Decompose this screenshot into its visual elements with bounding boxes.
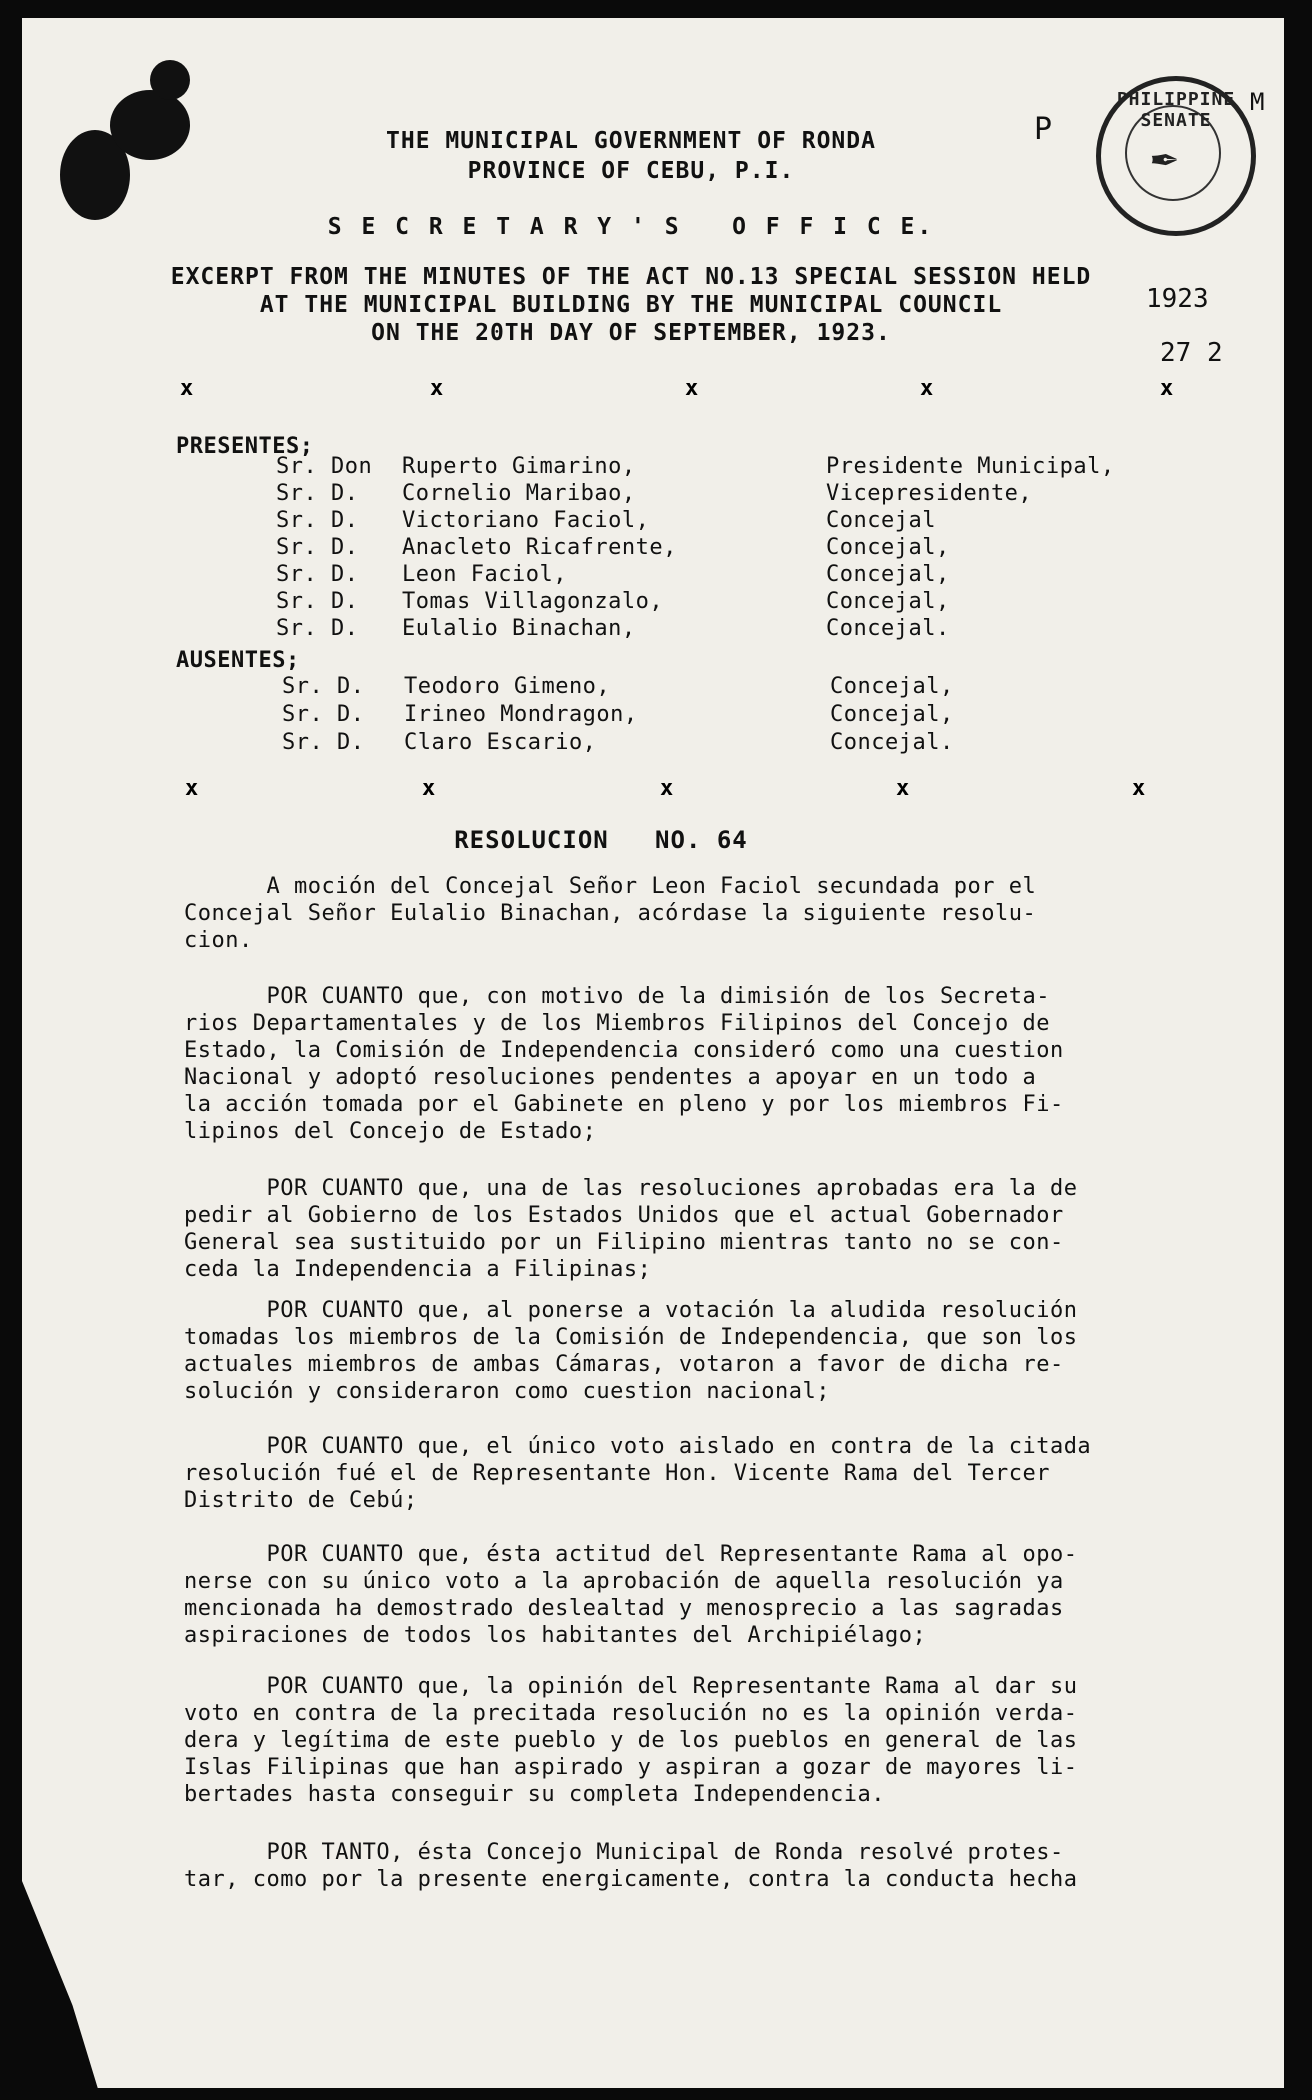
member-role: Concejal [826, 508, 936, 533]
paragraph-line: Distrito de Cebú; [184, 1488, 418, 1513]
separator-mark: x [685, 376, 699, 401]
member-name: Ruperto Gimarino, [402, 454, 636, 479]
header-province: PROVINCE OF CEBU, P.I. [467, 158, 795, 184]
member-role: Concejal, [830, 674, 954, 699]
member-prefix: Sr. D. [282, 730, 365, 755]
presentes-label: PRESENTES; [176, 434, 314, 459]
member-name: Anacleto Ricafrente, [402, 535, 677, 560]
member-name: Leon Faciol, [402, 562, 567, 587]
member-prefix: Sr. D. [276, 508, 359, 533]
paragraph-line: General sea sustituido por un Filipino mientras tanto no se con- [184, 1230, 1064, 1255]
member-role: Vicepresidente, [826, 481, 1033, 506]
paragraph-line: POR CUANTO que, el único voto aislado en contra de la citada [184, 1434, 1092, 1459]
paragraph-line: A moción del Concejal Señor Leon Faciol secundada por el [184, 874, 1037, 899]
paragraph-line: tar, como por la presente energicamente, contra la conducta hecha [184, 1867, 1078, 1892]
paragraph-line: POR CUANTO que, una de las resoluciones aprobadas era la de [184, 1176, 1078, 1201]
paragraph-line: POR TANTO, ésta Concejo Municipal de Ronda resolvé protes- [184, 1840, 1064, 1865]
paragraph-line: aspiraciones de todos los habitantes del Archipiélago; [184, 1623, 927, 1648]
paragraph-line: mencionada ha demostrado deslealtad y menosprecio a las sagradas [184, 1596, 1064, 1621]
header-excerpt-line: ON THE 20TH DAY OF SEPTEMBER, 1923. [371, 320, 891, 346]
stamp-letter-p: P [1034, 112, 1053, 147]
member-role: Concejal, [826, 589, 950, 614]
separator-mark: x [185, 776, 199, 801]
paragraph-line: pedir al Gobierno de los Estados Unidos que el actual Gobernador [184, 1203, 1064, 1228]
paragraph-line: POR CUANTO que, ésta actitud del Representante Rama al opo- [184, 1542, 1078, 1567]
paragraph-line: dera y legítima de este pueblo y de los pueblos en general de las [184, 1728, 1078, 1753]
stamp-year: 1923 [1146, 284, 1209, 314]
member-role: Concejal. [830, 730, 954, 755]
paragraph-line: POR CUANTO que, la opinión del Representante Rama al dar su [184, 1674, 1078, 1699]
paragraph-line: solución y consideraron como cuestion nacional; [184, 1379, 831, 1404]
paragraph-line: tomadas los miembros de la Comisión de Independencia, que son los [184, 1325, 1078, 1350]
stamp-emblem-icon: ✒ [1151, 131, 1178, 182]
paragraph-line: voto en contra de la precitada resolución no es la opinión verda- [184, 1701, 1078, 1726]
member-role: Concejal, [826, 562, 950, 587]
header-office: S E C R E T A R Y ' S O F F I C E. [327, 214, 935, 240]
header-municipality: THE MUNICIPAL GOVERNMENT OF RONDA [386, 128, 876, 154]
separator-mark: x [1160, 376, 1174, 401]
member-name: Eulalio Binachan, [402, 616, 636, 641]
member-name: Cornelio Maribao, [402, 481, 636, 506]
paragraph-line: lipinos del Concejo de Estado; [184, 1119, 597, 1144]
separator-mark: x [422, 776, 436, 801]
member-role: Concejal. [826, 616, 950, 641]
paragraph-line: rios Departamentales y de los Miembros Filipinos del Concejo de [184, 1011, 1050, 1036]
member-role: Concejal, [830, 702, 954, 727]
member-role: Concejal, [826, 535, 950, 560]
header-excerpt-line: EXCERPT FROM THE MINUTES OF THE ACT NO.13 SPECIAL SESSION HELD [170, 264, 1092, 290]
paragraph-line: resolución fué el de Representante Hon. Vicente Rama del Tercer [184, 1461, 1050, 1486]
member-name: Irineo Mondragon, [404, 702, 638, 727]
resolucion-title: RESOLUCION NO. 64 [454, 826, 748, 854]
paragraph-line: Islas Filipinas que han aspirado y aspiran a gozar de mayores li- [184, 1755, 1078, 1780]
paragraph-line: POR CUANTO que, al ponerse a votación la aludida resolución [184, 1298, 1078, 1323]
separator-mark: x [180, 376, 194, 401]
paragraph-line: Nacional y adoptó resoluciones pendentes a apoyar en un todo a [184, 1065, 1037, 1090]
member-prefix: Sr. D. [282, 702, 365, 727]
paragraph-line: la acción tomada por el Gabinete en pleno y por los miembros Fi- [184, 1092, 1064, 1117]
separator-mark: x [1132, 776, 1146, 801]
member-role: Presidente Municipal, [826, 454, 1115, 479]
ink-stain [150, 60, 190, 100]
member-prefix: Sr. D. [276, 562, 359, 587]
member-prefix: Sr. D. [276, 589, 359, 614]
member-prefix: Sr. D. [276, 535, 359, 560]
separator-mark: x [430, 376, 444, 401]
stamp-letter-m: M [1250, 88, 1265, 116]
separator-mark: x [660, 776, 674, 801]
paragraph-line: nerse con su único voto a la aprobación de aquella resolución ya [184, 1569, 1064, 1594]
paragraph-line: cion. [184, 928, 253, 953]
member-prefix: Sr. D. [282, 674, 365, 699]
paragraph-line: POR CUANTO que, con motivo de la dimisión de los Secreta- [184, 984, 1050, 1009]
paragraph-line: Concejal Señor Eulalio Binachan, acórdase la siguiente resolu- [184, 901, 1037, 926]
member-prefix: Sr. Don [276, 454, 373, 479]
senate-stamp [1096, 76, 1256, 236]
member-name: Tomas Villagonzalo, [402, 589, 664, 614]
separator-mark: x [896, 776, 910, 801]
member-name: Claro Escario, [404, 730, 597, 755]
stamp-date: 27 2 [1160, 338, 1223, 368]
member-name: Victoriano Faciol, [402, 508, 650, 533]
stamp-text: PHILIPPINE SENATE [1116, 89, 1236, 131]
paragraph-line: bertades hasta conseguir su completa Independencia. [184, 1782, 886, 1807]
member-name: Teodoro Gimeno, [404, 674, 611, 699]
member-prefix: Sr. D. [276, 481, 359, 506]
paragraph-line: ceda la Independencia a Filipinas; [184, 1257, 652, 1282]
paragraph-line: actuales miembros de ambas Cámaras, votaron a favor de dicha re- [184, 1352, 1064, 1377]
member-prefix: Sr. D. [276, 616, 359, 641]
paragraph-line: Estado, la Comisión de Independencia consideró como una cuestion [184, 1038, 1064, 1063]
ausentes-label: AUSENTES; [176, 648, 300, 673]
header-excerpt-line: AT THE MUNICIPAL BUILDING BY THE MUNICIPAL COUNCIL [259, 292, 1003, 318]
separator-mark: x [920, 376, 934, 401]
